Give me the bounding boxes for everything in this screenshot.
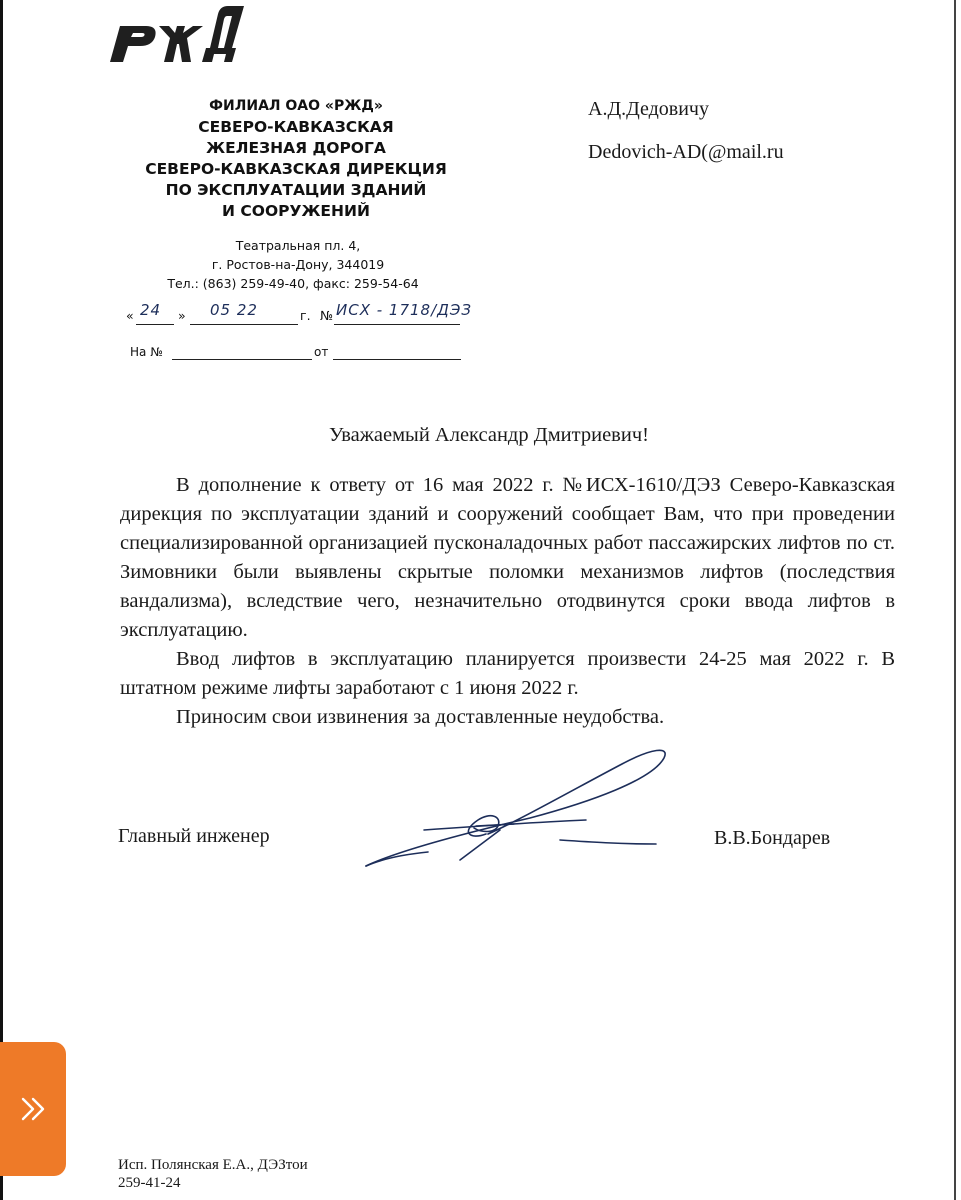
reference-number-label: На № [130,345,163,359]
number-underline [334,324,460,325]
reference-date-label: от [314,345,329,359]
org-line: СЕВЕРО-КАВКАЗСКАЯ [198,118,394,136]
recipient-email: Dedovich-AD(@mail.ru [588,141,784,163]
signatory-title: Главный инженер [118,825,270,847]
date-close-quote: » [178,308,186,323]
rzd-logo [106,4,246,64]
reference-line [128,345,468,365]
date-open-quote: « [126,308,134,323]
org-line: ПО ЭКСПЛУАТАЦИИ ЗДАНИЙ [165,181,427,199]
double-chevron-right-icon [19,1095,47,1123]
body-paragraph: Приносим свои извинения за доставленные неудобства. [176,706,665,728]
signatory-name: В.В.Бондарев [714,827,831,849]
recipient-block [588,96,784,165]
org-address [150,236,446,293]
body-paragraph: Ввод лифтов в эксплуатацию планируется произвести 24-25 мая 2022 г. В штатном режиме лифты заработают с 1 июня 2022 г. [120,648,895,699]
handwritten-day: 24 [140,301,162,319]
address-line: Театральная пл. 4, [235,238,361,253]
handwritten-outgoing-number: ИСХ - 1718/ДЭЗ [336,301,472,319]
recipient-name: А.Д.Дедовичу [588,98,709,120]
handwritten-signature [360,740,670,880]
reference-number-blank [172,359,312,360]
day-underline [136,324,174,325]
org-line: ЖЕЛЕЗНАЯ ДОРОГА [206,139,386,157]
body-paragraph: В дополнение к ответу от 16 мая 2022 г. №ИСХ-1610/ДЭЗ Северо-Кавказская дирекция по эксплуатации зданий и сооружений сообщает Вам, что при проведении специализированной организацией пусконаладочных работ пассажирских лифтов по ст. Зимовники были выявлены скрытые поломки механизмов лифтов (последствия вандализма), вследствие чего, незначительно отодвинутся сроки ввода лифтов в эксплуатацию. [120,474,895,641]
page-border-right [954,0,956,1200]
month-underline [190,324,298,325]
number-label: № [320,308,334,323]
greeting: Уважаемый Александр Дмитриевич! [329,424,649,446]
year-suffix: г. [300,308,311,323]
executor-phone: 259-41-24 [118,1175,181,1191]
org-line: ФИЛИАЛ ОАО «РЖД» [209,98,383,114]
executor-name: Исп. Полянская Е.А., ДЭЗтои [118,1157,308,1173]
letterhead [130,96,462,222]
page-border-left [0,0,3,1200]
phone-line: Тел.: (863) 259-49-40, факс: 259-54-64 [167,276,419,291]
org-line: И СООРУЖЕНИЙ [222,202,370,220]
address-line: г. Ростов-на-Дону, 344019 [211,257,385,272]
next-page-button[interactable] [0,1042,66,1176]
org-line: СЕВЕРО-КАВКАЗСКАЯ ДИРЕКЦИЯ [145,160,447,178]
handwritten-month-year: 05 22 [210,301,258,319]
letter-body [120,471,895,732]
outgoing-number-line [124,300,504,330]
reference-date-blank [333,359,461,360]
executor-info [118,1156,308,1192]
